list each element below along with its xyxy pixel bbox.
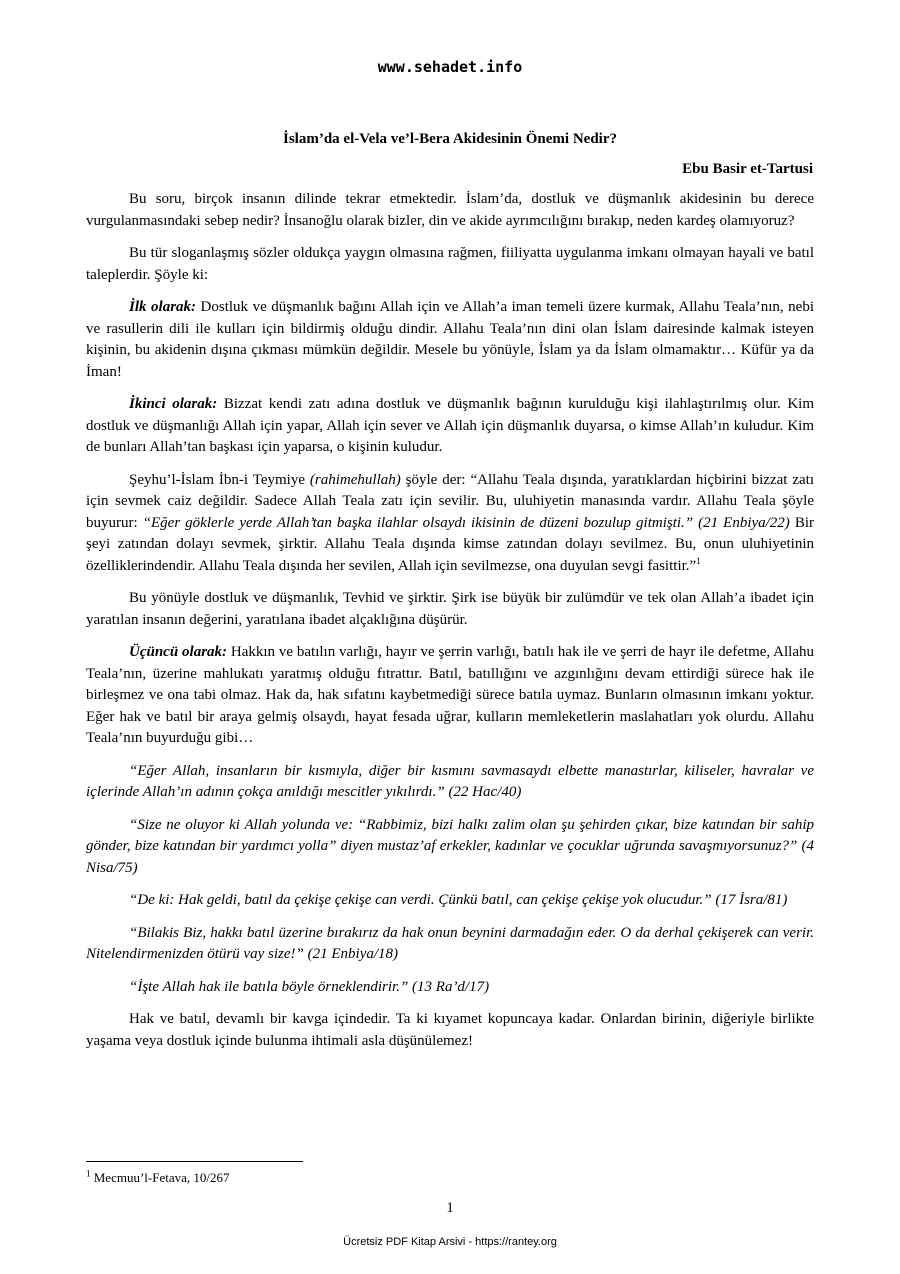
footnote-reference: 1 <box>696 555 701 566</box>
document-title: İslam’da el-Vela ve’l-Bera Akidesinin Önemi Nedir? <box>282 131 618 147</box>
verse-2: “Size ne oluyor ki Allah yolunda ve: “Rabbimiz, bizi halkı zalim olan şu şehirden çıkar, bize katından bir sahip gönder, bize katından bir yardımcı yolla” diyen mustaz’af erkekler, kadınlar ve çocuklar uğrunda savaşmıyorsunuz?” (4 Nisa/75) <box>86 816 814 876</box>
paragraph-5-honorific: (rahimehullah) <box>309 471 401 488</box>
footnote-text: Mecmuu’l-Fetava, 10/267 <box>90 1170 230 1185</box>
paragraph-4-text: Bizzat kendi zatı adına dostluk ve düşmanlık bağının kurulduğu kişi ilahlaştırılmış olur. Kim dostluk ve düşmanlığı Allah için yapar, Allah için sever ve Allah için düşmanlık duyarsa, o kimse Allah’ın kuludur. Kim de bunları Allah’tan başkası için yaparsa, o kişinin kuludur. <box>86 396 814 455</box>
paragraph-4 <box>86 394 814 459</box>
paragraph-7 <box>86 642 814 750</box>
paragraph-5-part-e: Bir şeyi zatından dolayı sevmek, şirktir. Allahu Teala dışında kimse zatından dolayı sevilmez. Bu, onun uluhiyetinin özelliklerindendir. Allahu Teala dışında her sevilen, Allah için sevilmezse, ona duyulan sevgi fasittir.” <box>86 514 814 574</box>
verse-1: “Eğer Allah, insanların bir kısmıyla, diğer bir kısmını savmasaydı elbette manastırlar, kiliseler, havralar ve içlerinde Allah’ın adının çokça anıldığı mescitler yıkılırdı.” (22 Hac/40) <box>86 762 814 800</box>
body-text <box>86 189 814 1063</box>
paragraph-5-part-c: şöyle der: “Allahu Teala dışında, yaratıklardan hiçbirini bizzat zatı için sevmek caiz değildir. Sadece Allah Teala zatı için sevilir. Bu, uluhiyetin manasında vardır. Allahu Teala şöyle buyurur: <box>86 471 815 531</box>
document-author: Ebu Basir et-Tartusi <box>682 161 813 177</box>
paragraph-3-text: Dostluk ve düşmanlık bağını Allah için ve Allah’a iman temeli üzere kurmak, Allahu Teala’nın, nebi ve rasullerin dili ile kulları için bildirmiş olduğu dindir. Allahu Teala’nın dini olan İslam dairesinde kalmak isteyen kişinin, bu akidenin dışına çıkması mümkün değildir. Mesele bu yönüyle, İslam ya da İslam olmamaktır… Küfür ya da İman! <box>86 299 814 380</box>
site-header: www.sehadet.info <box>377 58 523 76</box>
page-number: 1 <box>446 1200 454 1216</box>
paragraph-7-lead: Üçüncü olarak: <box>129 644 228 660</box>
paragraph-6: Bu yönüyle dostluk ve düşmanlık, Tevhid ve şirktir. Şirk ise büyük bir zulümdür ve tek olan Allah’a ibadet için yaratılan insanın değerini, yaratılana ibadet alçaklığına düşürür. <box>86 590 814 628</box>
verse-5: “İşte Allah hak ile batıla böyle örneklendirir.” (13 Ra’d/17) <box>129 978 490 995</box>
paragraph-5-verse: “Eğer göklerle yerde Allah’tan başka ilahlar olsaydı ikisinin de düzeni bozulup gitmişti.” (21 Enbiya/22) <box>142 514 790 531</box>
paragraph-1: Bu soru, birçok insanın dilinde tekrar etmektedir. İslam’da, dostluk ve düşmanlık akidesinin bu derece vurgulanmasındaki sebep nedir? İnsanoğlu olarak bizler, din ve akide ayrımcılığını bırakıp, neden kardeş olamıyoruz? <box>86 191 814 229</box>
paragraph-5 <box>86 470 814 578</box>
verse-3: “De ki: Hak geldi, batıl da çekişe çekişe can verdi. Çünkü batıl, can çekişe çekişe yok olucudur.” (17 İsra/81) <box>129 892 788 908</box>
paragraph-5-part-a: Şeyhu’l-İslam İbn-i Teymiye <box>129 471 310 488</box>
footnote-divider <box>86 1161 303 1162</box>
paragraph-3 <box>86 297 814 383</box>
site-footer: Ücretsiz PDF Kitap Arsivi - https://rantey.org <box>343 1236 557 1248</box>
footnote <box>86 1170 230 1186</box>
paragraph-8: Hak ve batıl, devamlı bir kavga içindedir. Ta ki kıyamet kopuncaya kadar. Onlardan birinin, diğeriyle birlikte yaşama veya dostluk içinde bulunma ihtimali asla düşünülemez! <box>86 1011 814 1049</box>
verse-4: “Bilakis Biz, hakkı batıl üzerine bırakırız da hak onun beynini darmadağın eder. O da derhal çekişerek can verir. Nitelendirmenizden ötürü vay size!” (21 Enbiya/18) <box>86 924 814 962</box>
paragraph-7-text: Hakkın ve batılın varlığı, hayır ve şerrin varlığı, batılı hak ile ve şerri de hayr ile defetme, Allahu Teala’nın, üzerine mahlukatı yaratmış olduğu fıtrattır. Batıl, batıllığını ve azgınlığını devam ettirdiği sürece hak ile birleşmez ve ona tabi olmaz. Hak da, hak sıfatını kaybetmediği sürece batıla uymaz. Bunların olmasının imkanı yoktur. Eğer hak ve batıl bir araya gelmiş olsaydı, hayat fesada uğrar, kulların memleketlerin maslahatları yok olurdu. Allahu Teala’nın buyurduğu gibi… <box>86 644 814 746</box>
paragraph-2: Bu tür sloganlaşmış sözler oldukça yaygın olmasına rağmen, fiiliyatta uygulanma imkanı olmayan hayali ve batıl taleplerdir. Şöyle ki: <box>86 245 814 283</box>
paragraph-3-lead: İlk olarak: <box>129 299 197 315</box>
paragraph-4-lead: İkinci olarak: <box>129 396 218 412</box>
footnote-number: 1 <box>86 1168 91 1179</box>
